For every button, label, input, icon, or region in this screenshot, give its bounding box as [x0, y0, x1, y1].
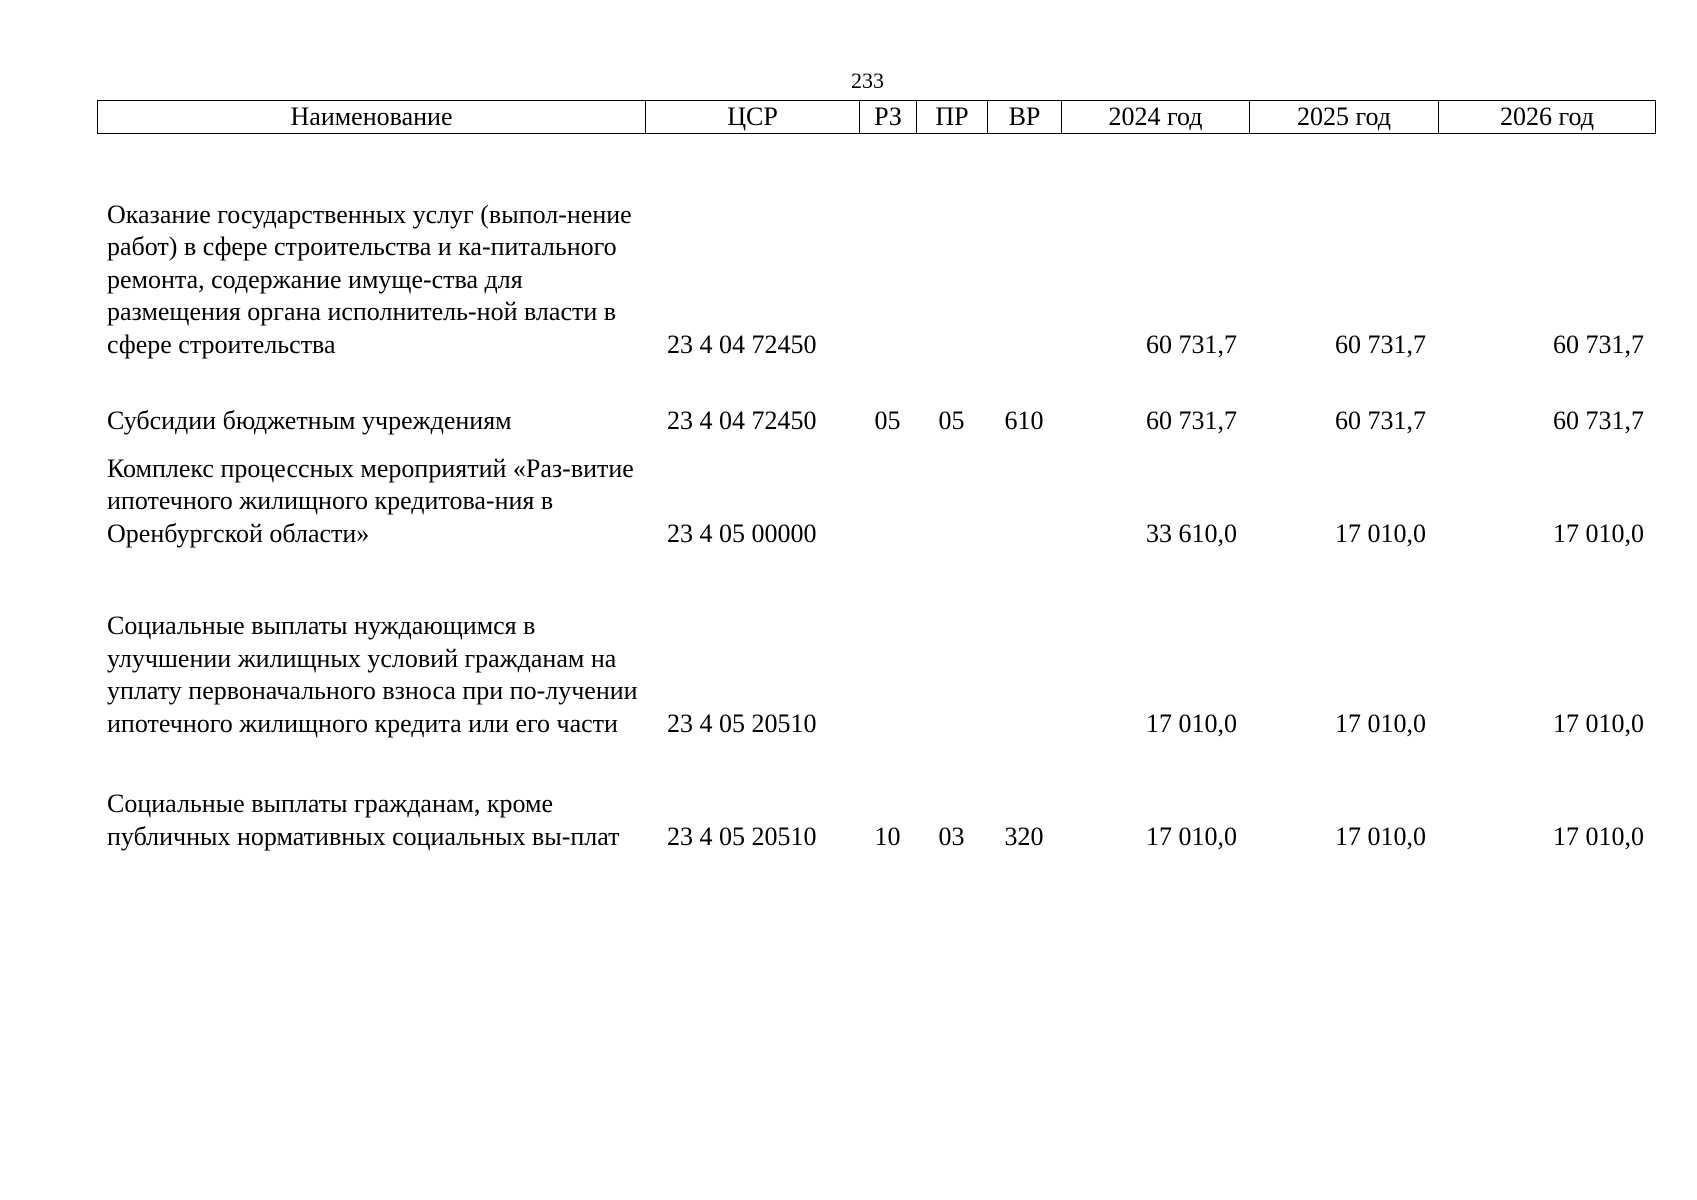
row-name: Комплекс процессных мероприятий «Раз-витие ипотечного жилищного кредитова-ния в Оренбургской области» [107, 453, 634, 548]
row-vr: 320 [1004, 821, 1044, 851]
table-row [97, 740, 1655, 853]
row-pr [916, 550, 987, 740]
row-name: Социальные выплаты гражданам, кроме публичных нормативных социальных вы-плат [107, 789, 620, 851]
row-2025: 17 010,0 [1335, 821, 1426, 851]
row-csr: 23 4 04 72450 [667, 329, 817, 359]
row-2025: 17 010,0 [1335, 708, 1426, 738]
header-rz: РЗ [860, 101, 917, 134]
row-2024: 60 731,7 [1146, 329, 1237, 359]
table-row [97, 361, 1655, 437]
header-vr: ВР [988, 101, 1062, 134]
row-pr [916, 196, 987, 361]
row-2026: 17 010,0 [1553, 518, 1644, 548]
row-csr: 23 4 04 72450 [667, 405, 817, 435]
row-pr: 03 [938, 821, 965, 851]
row-2024: 33 610,0 [1146, 518, 1237, 548]
row-csr: 23 4 05 00000 [667, 518, 817, 548]
table-header [97, 100, 1656, 134]
row-vr [987, 196, 1061, 361]
header-name: Наименование [98, 101, 646, 134]
row-2026: 17 010,0 [1553, 821, 1644, 851]
row-vr [987, 437, 1061, 550]
row-vr: 610 [1004, 405, 1044, 435]
row-2026: 17 010,0 [1553, 708, 1644, 738]
header-csr: ЦСР [646, 101, 860, 134]
row-name: Социальные выплаты нуждающимся в улучшении жилищных условий гражданам на уплату первоначального взноса при по-лучении ипотечного жилищного кредита или его части [107, 611, 638, 738]
budget-table-body [97, 196, 1655, 853]
row-rz: 05 [874, 405, 901, 435]
header-2024: 2024 год [1062, 101, 1250, 134]
row-csr: 23 4 05 20510 [667, 821, 817, 851]
row-rz [859, 550, 916, 740]
row-2024: 17 010,0 [1146, 821, 1237, 851]
header-pr: ПР [917, 101, 988, 134]
header-2025: 2025 год [1250, 101, 1439, 134]
row-csr: 23 4 05 20510 [667, 708, 817, 738]
row-pr: 05 [938, 405, 965, 435]
row-rz: 10 [874, 821, 901, 851]
row-2025: 60 731,7 [1335, 405, 1426, 435]
row-vr [987, 550, 1061, 740]
row-pr [916, 437, 987, 550]
row-2025: 17 010,0 [1335, 518, 1426, 548]
row-2026: 60 731,7 [1553, 405, 1644, 435]
row-2025: 60 731,7 [1335, 329, 1426, 359]
row-rz [859, 196, 916, 361]
row-2024: 60 731,7 [1146, 405, 1237, 435]
page-number: 233 [851, 68, 884, 93]
row-2024: 17 010,0 [1146, 708, 1237, 738]
header-2026: 2026 год [1439, 101, 1656, 134]
table-row [97, 196, 1655, 361]
row-name: Оказание государственных услуг (выпол-нение работ) в сфере строительства и ка-питального ремонта, содержание имуще-ства для размещения органа исполнитель-ной власти в сфере строительства [107, 199, 632, 359]
row-name: Субсидии бюджетным учреждениям [107, 405, 512, 435]
table-row [97, 550, 1655, 740]
row-2026: 60 731,7 [1553, 329, 1644, 359]
row-rz [859, 437, 916, 550]
table-row [97, 437, 1655, 550]
